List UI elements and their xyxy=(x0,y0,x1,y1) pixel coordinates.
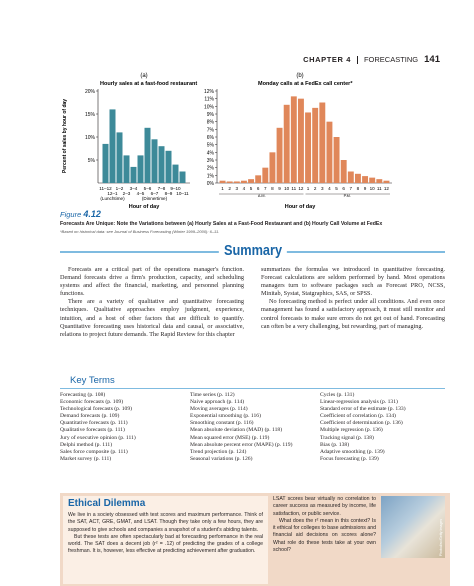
chart-b-bar xyxy=(284,105,290,183)
summary-left-column xyxy=(60,266,244,339)
chart-b-x-tick-label: 5 xyxy=(249,186,253,191)
chart-b-y-tick-label: 6% xyxy=(206,135,214,141)
chart-b-bar xyxy=(277,128,283,183)
ethical-dilemma-box xyxy=(60,493,450,586)
chart-b-x-tick-label: 9 xyxy=(363,186,367,191)
chart-b-x-tick-label: 4 xyxy=(242,186,246,191)
chart-b-bar xyxy=(326,122,332,183)
chart-b-x-tick-label: 9 xyxy=(278,186,281,191)
chart-b-bar xyxy=(234,181,240,183)
chart-b-x-tick-label: 11 xyxy=(291,186,297,191)
chart-b-x-tick-label: 10 xyxy=(369,186,375,191)
key-terms-heading: Key Terms xyxy=(70,375,115,386)
summary-paragraph: There are a variety of qualitative and quantitative forecasting techniques. Qualitative approaches employ judgment, experience, intuition, and a host of other factors that are difficult to quantify. Quantitative forecasting uses historical data and causal, or associative, relations to project future demands. The Rapid Review for this chapter xyxy=(60,298,244,338)
chart-a-bar xyxy=(159,146,165,183)
figure-source: *Based on historical data: see Journal of Business Forecasting (Winter 1999–2000): 6–11. xyxy=(60,229,220,234)
key-term: Exponential smoothing (p. 116) xyxy=(190,413,261,420)
chart-b-bar xyxy=(227,181,233,183)
figure-word: Figure xyxy=(60,210,82,219)
summary-banner xyxy=(60,242,445,259)
key-terms-column xyxy=(320,392,450,463)
chart-a-bar xyxy=(103,144,109,183)
chart-a-x-tick-label: 12–1 xyxy=(107,191,118,196)
summary-text xyxy=(60,266,445,339)
ethical-dilemma-title: Ethical Dilemma xyxy=(68,498,146,509)
key-term: Jury of executive opinion (p. 111) xyxy=(60,434,136,441)
chart-b-bar xyxy=(348,172,354,184)
ethics-paragraph: We live in a society obsessed with test scores and maximum performance. Think of the SAT, ACT, GRE, GMAT, and LSAT. Though they take only a few hours, they are supposed to give schools and companies a snapshot of a student's abiding talents. xyxy=(68,512,263,533)
chart-a-bar xyxy=(152,139,158,183)
chart-b-bar xyxy=(248,179,254,183)
chart-b-bar xyxy=(355,174,361,183)
chart-a-bar xyxy=(131,167,137,183)
students-photo xyxy=(381,496,445,558)
chart-b-bar xyxy=(255,175,261,183)
chart-b-y-tick-label: 0% xyxy=(206,181,214,187)
key-term: Forecasting (p. 108) xyxy=(60,392,106,398)
chart-b-bar xyxy=(291,96,297,183)
chart-a-panel-label: (a) xyxy=(140,73,148,79)
chart-b-x-tick-label: 12 xyxy=(298,186,304,191)
key-term: Moving averages (p. 114) xyxy=(190,406,248,413)
key-term: Mean absolute deviation (MAD) (p. 118) xyxy=(190,427,283,434)
key-term: Adaptive smoothing (p. 139) xyxy=(320,448,385,455)
key-term: Sales force composite (p. 111) xyxy=(60,448,128,455)
chart-b-bar xyxy=(298,99,304,183)
key-term: Focus forecasting (p. 139) xyxy=(320,455,379,462)
chart-a-annotation: (Dinnertime) xyxy=(141,196,168,201)
chart-b-x-tick-label: 5 xyxy=(335,186,338,191)
key-term: Trend projection (p. 124) xyxy=(190,448,247,455)
figure-caption: Forecasts Are Unique: Note the Variations between (a) Hourly Sales at a Fast-Food Restaurant and (b) Hourly Call Volume at FedEx xyxy=(60,221,383,227)
chart-b-bar xyxy=(319,103,325,184)
chart-b-x-tick-label: 2 xyxy=(228,186,231,191)
chart-a-bar xyxy=(110,109,116,183)
chart-b-x-tick-label: 8 xyxy=(271,186,274,191)
section-label: FORECASTING xyxy=(363,55,419,64)
chart-b-y-tick-label: 11% xyxy=(204,96,214,103)
chart-b-x-tick-label: 4 xyxy=(328,186,331,191)
chart-b-x-tick-label: 8 xyxy=(356,186,360,191)
chart-b-bar xyxy=(241,181,247,183)
figure-charts xyxy=(0,0,474,210)
chart-a-x-tick-label: 8–9 xyxy=(164,191,173,196)
summary-paragraph: summarizes the formulas we introduced in quantitative forecasting. Forecast calculations are seldom performed by hand. Most operations managers turn to software packages such as Forecast PRO, NCSS, Minitab, Systat, Statgraphics, SAS, or SPSS. xyxy=(261,266,445,298)
chart-b-bar xyxy=(220,181,226,183)
chart-b-period-label: P.M. xyxy=(343,194,351,198)
chart-b-y-tick-label: 2% xyxy=(206,165,214,172)
chart-a-y-tick-label: 20% xyxy=(84,89,95,95)
ethics-paragraph: But these tests are often spectacularly bad at forecasting performance in the real world. The SAT does a decent job (r² = .12) of predicting the grades of a college freshman. It is, however, less effective at predicting achievement after graduation. xyxy=(68,533,263,555)
chart-b-bar xyxy=(269,152,275,183)
chart-b-x-tick-label: 1 xyxy=(221,186,224,191)
chart-b-x-tick-label: 7 xyxy=(349,186,353,191)
key-term: Quantitative forecasts (p. 111) xyxy=(60,420,128,427)
chart-a-x-label: Hour of day xyxy=(128,204,160,210)
ethics-side-paragraph: What does the r² mean in this context? Is it ethical for colleges to base admissions and financial aid decisions on scores alone? What role do these tests take at your own school? xyxy=(273,517,376,554)
chart-b-x-tick-label: 1 xyxy=(306,186,310,191)
summary-title: Summary xyxy=(218,242,286,259)
ethical-dilemma-text xyxy=(68,512,263,556)
key-term: Linear-regression analysis (p. 131) xyxy=(320,399,398,406)
chart-a-bar xyxy=(124,155,130,183)
chart-b-period-label: A.M. xyxy=(257,194,266,198)
chart-a-y-tick-label: 5% xyxy=(87,158,95,164)
chart-b-bar xyxy=(341,160,347,183)
chart-a-annotation: (Lunchtime) xyxy=(100,196,125,201)
key-term: Multiple regression (p. 136) xyxy=(320,427,383,434)
key-term: Demand forecasts (p. 109) xyxy=(60,413,120,420)
chart-b-x-tick-label: 10 xyxy=(284,186,290,191)
chart-b-x-label: Hour of day xyxy=(284,204,316,210)
figure-label xyxy=(60,209,101,219)
key-term: Market survey (p. 111) xyxy=(60,455,112,462)
chart-a-y-tick-label: 15% xyxy=(84,112,95,118)
chart-a-bar xyxy=(166,151,172,183)
chart-a-y-label: Percent of sales by hour of day xyxy=(62,98,68,174)
chart-a-x-tick-label: 6–7 xyxy=(150,191,159,196)
chart-b-x-tick-label: 12 xyxy=(383,186,389,191)
chart-a-x-tick-label: 2–3 xyxy=(122,191,131,196)
chart-a-bar xyxy=(138,155,144,183)
chart-b-x-tick-label: 3 xyxy=(235,186,239,191)
key-term: Technological forecasts (p. 109) xyxy=(60,406,132,413)
chart-b-y-tick-label: 9% xyxy=(206,112,214,118)
key-term: Time series (p. 112) xyxy=(190,392,235,398)
chart-b-y-tick-label: 5% xyxy=(206,142,214,149)
chart-b-bar xyxy=(362,176,368,183)
chapter-label: CHAPTER 4 xyxy=(303,55,351,64)
chart-b-x-tick-label: 2 xyxy=(313,186,317,191)
chart-b-x-tick-label: 7 xyxy=(264,186,267,191)
key-term: Mean squared error (MSE) (p. 119) xyxy=(190,434,270,441)
key-term: Economic forecasts (p. 109) xyxy=(60,399,124,406)
chart-b-bar xyxy=(334,137,340,183)
key-term: Tracking signal (p. 138) xyxy=(320,434,374,441)
chart-a-x-tick-label: 5–6 xyxy=(143,186,152,191)
chart-b-y-tick-label: 12% xyxy=(203,89,214,95)
photo-credit: Photodisc/Getty Images xyxy=(439,518,443,556)
chart-a-bar xyxy=(173,165,179,183)
chart-a-bar xyxy=(117,132,123,183)
key-terms-rule xyxy=(60,388,445,389)
chart-a-x-tick-label: 1–2 xyxy=(115,186,124,191)
key-terms-column xyxy=(60,392,190,463)
key-term: Smoothing constant (p. 116) xyxy=(190,420,254,427)
ethics-side-paragraph: LSAT scores bear virtually no correlation to career success as measured by income, life satisfaction, or public service. xyxy=(273,496,376,517)
chart-a-bar xyxy=(180,172,186,184)
key-term: Mean absolute percent error (MAPE) (p. 119) xyxy=(190,441,293,448)
key-term: Coefficient of determination (p. 136) xyxy=(320,420,403,427)
chart-b-bar xyxy=(305,112,311,183)
chart-a-title: Hourly sales at a fast-food restaurant xyxy=(100,81,198,87)
key-term: Seasonal variations (p. 126) xyxy=(190,455,253,462)
chart-a-bar xyxy=(145,128,151,183)
page-number: 141 xyxy=(424,54,440,65)
key-term: Qualitative forecasts (p. 111) xyxy=(60,427,125,434)
chart-b-x-tick-label: 3 xyxy=(321,186,324,191)
summary-paragraph: No forecasting method is perfect under all conditions. And even once management has found a satisfactory approach, it must still monitor and control forecasts to make sure errors do not get out of hand. Forecasting can often be a very challenging, but rewarding, part of managing. xyxy=(261,298,445,330)
summary-paragraph: Forecasts are a critical part of the operations manager's function. Demand forecasts drive a firm's production, capacity, and scheduling systems and affect the financial, marketing, and personnel planning functions. xyxy=(60,266,244,298)
chart-b-x-tick-label: 6 xyxy=(256,186,260,191)
chart-b-x-tick-label: 11 xyxy=(376,186,382,191)
key-term: Coefficient of correlation (p. 134) xyxy=(320,413,396,420)
chart-b-y-tick-label: 8% xyxy=(206,119,214,126)
chart-a-y-tick-label: 10% xyxy=(84,135,95,141)
chart-b-x-tick-label: 6 xyxy=(342,186,345,191)
chart-a-x-tick-label: 3–4 xyxy=(129,186,138,191)
chart-b-bar xyxy=(376,179,382,183)
key-terms-column xyxy=(190,392,320,463)
chart-a-x-tick-label: 7–8 xyxy=(157,186,166,191)
chart-a-x-tick-label: 10–11 xyxy=(176,191,189,196)
key-terms-list xyxy=(60,392,450,463)
chart-b-y-tick-label: 3% xyxy=(206,158,214,164)
key-term: Naive approach (p. 114) xyxy=(190,399,245,406)
chart-b-y-tick-label: 7% xyxy=(206,127,214,134)
chart-b-y-tick-label: 4% xyxy=(206,150,214,157)
chart-b-panel-label: (b) xyxy=(296,73,304,79)
key-term: Cycles (p. 131) xyxy=(320,392,355,398)
figure-number: 4.12 xyxy=(83,209,101,219)
chart-b-bar xyxy=(383,181,389,183)
key-term: Bias (p. 138) xyxy=(320,441,350,448)
chart-b-bar xyxy=(369,178,375,183)
key-term: Standard error of the estimate (p. 133) xyxy=(320,406,406,413)
chart-b-bar xyxy=(312,108,318,183)
chart-a-x-tick-label: 4–5 xyxy=(136,191,145,196)
chart-a-x-tick-label: 11–12 xyxy=(99,186,112,191)
chart-b-y-tick-label: 10% xyxy=(203,104,214,111)
chart-b-bar xyxy=(262,168,268,183)
ethical-dilemma-side-text xyxy=(273,496,376,554)
chart-b-y-tick-label: 1% xyxy=(206,173,214,180)
chart-a-x-tick-label: 9–10 xyxy=(170,186,181,191)
chart-b-title: Monday calls at a FedEx call center* xyxy=(258,81,353,87)
key-term: Delphi method (p. 111) xyxy=(60,441,113,448)
summary-right-column xyxy=(261,266,445,339)
